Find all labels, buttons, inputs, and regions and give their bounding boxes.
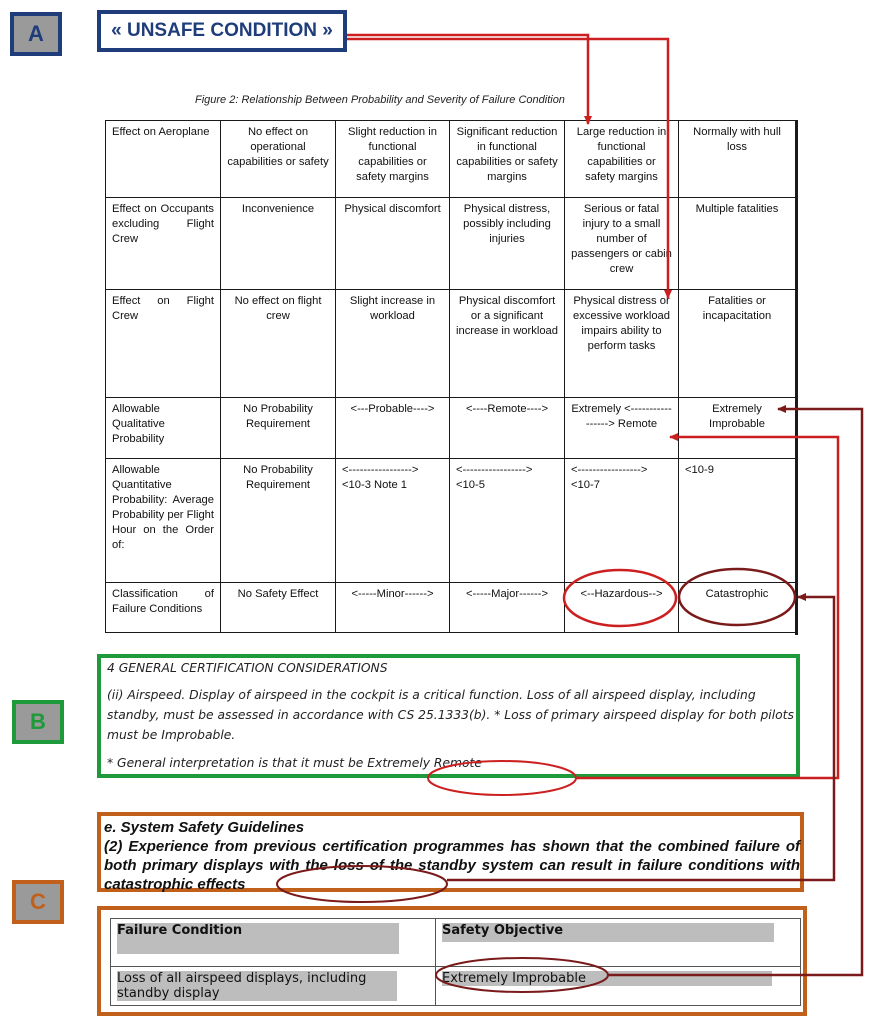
ellipse-extremely-improbable: [436, 958, 608, 992]
header-safety-objective: Safety Objective: [436, 919, 801, 967]
table-cell: Extremely <-----------------> Remote: [565, 398, 679, 459]
cell-safety-objective: Extremely Improbable: [436, 967, 801, 1006]
section-b-heading: 4 GENERAL CERTIFICATION CONSIDERATIONS: [107, 661, 388, 675]
table-cell: <----Remote---->: [450, 398, 565, 459]
arrow-to-large-reduction: [347, 35, 588, 124]
table-cell: <-----------------> <10-3 Note 1: [336, 459, 450, 583]
table-cell: Inconvenience: [221, 198, 336, 290]
cell-failure-condition: Loss of all airspeed displays, including standby display: [111, 967, 436, 1006]
table-cell: No Safety Effect: [221, 583, 336, 633]
table-cell: Large reduction in functional capabilities or safety margins: [565, 121, 679, 198]
row-header: Effect on Aeroplane: [106, 121, 221, 198]
note-highlight: Extremely Remote: [367, 756, 482, 770]
table-cell: Significant reduction in functional capabilities or safety margins: [450, 121, 565, 198]
section-c-heading: e. System Safety Guidelines: [104, 819, 305, 836]
table-cell: <-----------------> <10-5: [450, 459, 565, 583]
para-main: (2) Experience from previous certification programmes has shown that the combined failure of both primary displays with the loss of the standby system can result in failure conditions with: [104, 838, 800, 874]
table-cell: <---Probable---->: [336, 398, 450, 459]
table-cell: <-----------------> <10-7: [565, 459, 679, 583]
arrow-to-extremely-remote: [576, 437, 838, 778]
label-b: B: [12, 700, 64, 744]
table-cell: Extremely Improbable: [679, 398, 796, 459]
section-b-paragraph: (ii) Airspeed. Display of airspeed in the cockpit is a critical function. Loss of all airspeed display, including standby, must be assessed in accordance with CS 25.1333(b). * Loss of primary airspeed display for both pilots must be Improbable.: [107, 688, 794, 742]
header-failure-condition: Failure Condition: [111, 919, 436, 967]
ellipse-catastrophic-effects: [277, 866, 447, 902]
table-cell: No Probability Requirement: [221, 459, 336, 583]
figure-caption: Figure 2: Relationship Between Probability and Severity of Failure Condition: [195, 94, 565, 106]
table-cell: <10-9: [679, 459, 796, 583]
table-cell: Physical distress or excessive workload impairs ability to perform tasks: [565, 290, 679, 398]
row-header: Allowable Quantitative Probability: Average Probability per Flight Hour on the Order of:: [106, 459, 221, 583]
table-cell: <--Hazardous-->: [565, 583, 679, 633]
table-cell: Physical distress, possibly including injuries: [450, 198, 565, 290]
table-cell: Fatalities or incapacitation: [679, 290, 796, 398]
label-a: A: [10, 12, 62, 56]
table-cell: Physical discomfort or a significant increase in workload: [450, 290, 565, 398]
table-cell: <-----Minor------>: [336, 583, 450, 633]
table-cell: Slight increase in workload: [336, 290, 450, 398]
arrow-to-catastrophic: [447, 597, 834, 880]
table-cell: <-----Major------>: [450, 583, 565, 633]
table-cell: No effect on operational capabilities or safety: [221, 121, 336, 198]
row-header: Allowable Qualitative Probability: [106, 398, 221, 459]
label-c: C: [12, 880, 64, 924]
ellipse-catastrophic: [679, 569, 795, 625]
table-cell: Slight reduction in functional capabilities or safety margins: [336, 121, 450, 198]
row-header: Classification of Failure Conditions: [106, 583, 221, 633]
note-prefix: * General interpretation is that it must be: [107, 756, 368, 770]
row-header: Effect on Flight Crew: [106, 290, 221, 398]
table-cell: No Probability Requirement: [221, 398, 336, 459]
para-highlight: catastrophic effects: [104, 876, 246, 893]
row-header: Effect on Occupants excluding Flight Crew: [106, 198, 221, 290]
ellipse-hazardous: [564, 570, 676, 626]
table-cell: Multiple fatalities: [679, 198, 796, 290]
table-cell: No effect on flight crew: [221, 290, 336, 398]
table-cell: Catastrophic: [679, 583, 796, 633]
table-cell: Normally with hull loss: [679, 121, 796, 198]
arrow-to-flight-crew-effect: [347, 39, 668, 298]
table-cell: Physical discomfort: [336, 198, 450, 290]
arrow-to-extremely-improbable: [608, 409, 862, 975]
ellipse-extremely-remote-note: [428, 761, 576, 795]
unsafe-condition-title: « UNSAFE CONDITION »: [97, 10, 347, 52]
table-cell: Serious or fatal injury to a small number of passengers or cabin crew: [565, 198, 679, 290]
